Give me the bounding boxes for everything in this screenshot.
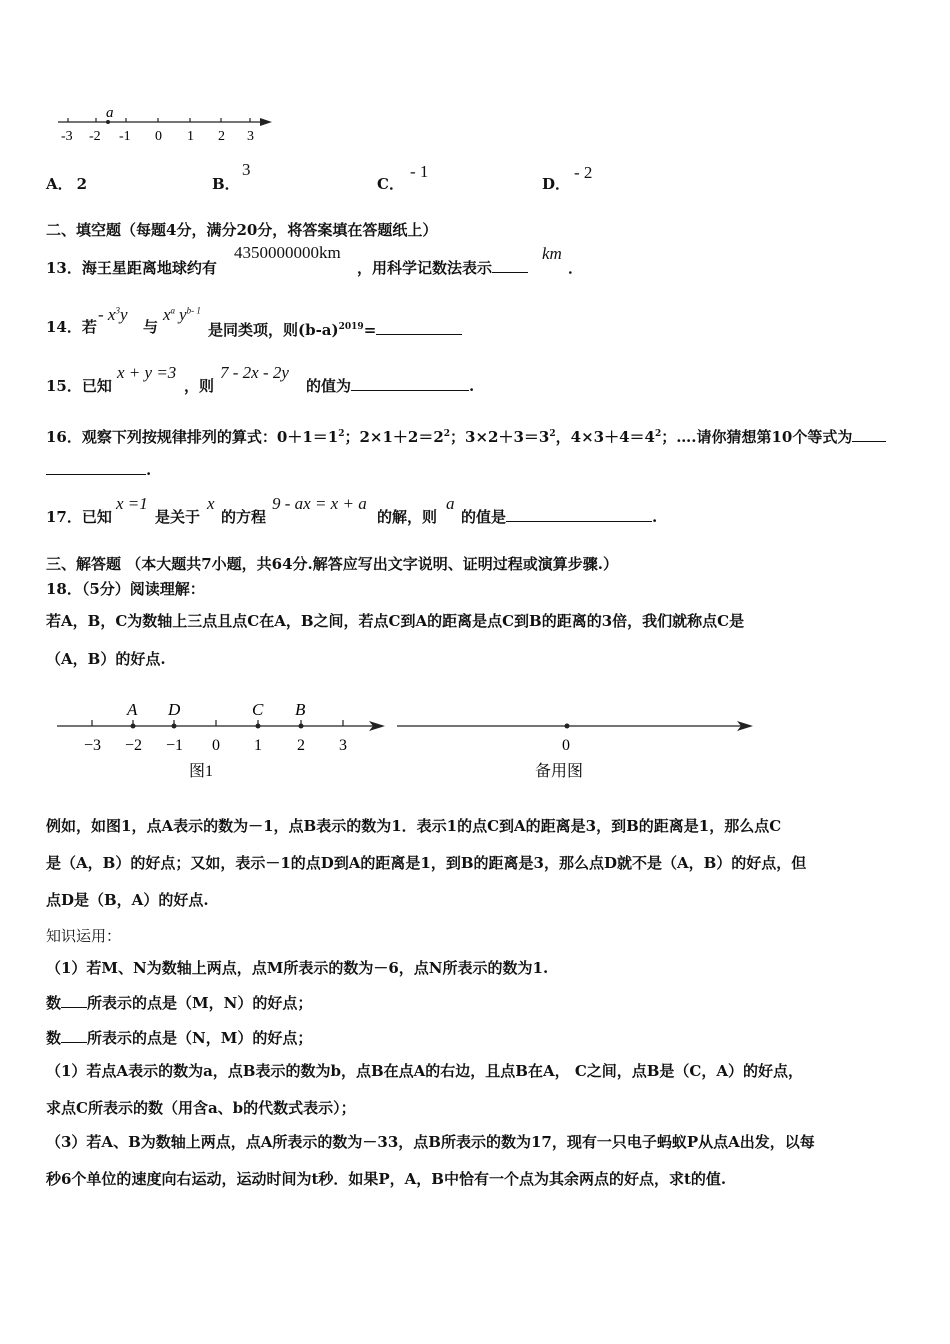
fig1-point-d: [172, 724, 177, 729]
q15-condition: x + y =3: [117, 363, 177, 382]
q15-answer-blank[interactable]: [351, 376, 469, 391]
top-tick-label: 2: [218, 129, 225, 144]
fig1-point-label-c: C: [252, 700, 264, 719]
q18-part3-line2: 秒6个单位的速度向右运动，运动时间为t秒．如果P，A，B中恰有一个点为其余两点的好点，求t的值.: [46, 1170, 727, 1188]
backup-tick-0: 0: [562, 737, 570, 754]
top-tick-label: 1: [187, 129, 194, 144]
q17-equation: 9 - ax = x + a: [272, 494, 367, 513]
q18-part2-line1: （1）若点A表示的数为a，点B表示的数为b，点B在点A的右边，且点B在A， C之间，点B是（C，A）的好点，: [46, 1062, 804, 1080]
fig1-tick-label: −3: [84, 737, 102, 754]
q18-para1-line1: 若A，B，C为数轴上三点且点C在A，B之间，若点C到A的距离是点C到B的距离的3倍，我们就称点C是: [46, 612, 745, 630]
q14-answer-blank[interactable]: [376, 320, 462, 335]
section3-heading: 三、解答题 （本大题共7小题，共64分.解答应写出文字说明、证明过程或演算步骤.）: [46, 555, 618, 573]
fig1-point-a: [131, 724, 136, 729]
fig1-tick-label: 1: [254, 737, 262, 754]
option-c-value: - 1: [410, 162, 429, 181]
q16-answer-blank-1[interactable]: [852, 427, 886, 442]
q17-condition: x =1: [116, 494, 148, 513]
top-number-line: [50, 100, 280, 148]
top-tick-label: -2: [89, 129, 101, 144]
section2-heading: 二、填空题（每题4分，满分20分，将答案填在答题纸上）: [46, 221, 438, 239]
q18-example-line3: 点D是（B，A）的好点.: [46, 891, 209, 909]
q16-answer-blank-2[interactable]: [46, 460, 146, 475]
q13-middle: ，用科学记数法表示: [357, 258, 528, 278]
q18-part1: （1）若M、N为数轴上两点，点M所表示的数为－6，点N所表示的数为1.: [46, 959, 549, 977]
q15-expression: 7 - 2x - 2y: [220, 363, 289, 382]
option-a[interactable]: A． 2: [46, 175, 88, 193]
q18-para1-line2: （A，B）的好点.: [46, 650, 166, 668]
option-b-value: 3: [242, 160, 251, 179]
fig1-tick-label: −1: [166, 737, 184, 754]
option-d[interactable]: D．: [542, 175, 571, 193]
q18-part3-line1: （3）若A、B为数轴上两点，点A所表示的数为－33，点B所表示的数为17，现有一只电子蚂蚁P从点A出发，以每: [46, 1133, 815, 1151]
fig1-point-c: [256, 724, 261, 729]
q14-expr1: - $x^3y$: [98, 305, 128, 324]
fig1-point-label-a: A: [127, 700, 138, 719]
fig1-tick-label: 3: [339, 737, 347, 754]
q17-mid1: 是关于: [155, 508, 201, 526]
backup-number-line: [395, 696, 760, 786]
q14-with: 与: [143, 318, 159, 336]
fig1-point-b: [299, 724, 304, 729]
top-tick-label: 3: [247, 129, 254, 144]
q14-suffix: 是同类项，则$(b-a)^{2019}=$: [208, 317, 462, 340]
q15-prefix: 15．已知: [46, 377, 112, 395]
q18-part1a-blank[interactable]: [61, 993, 87, 1008]
backup-origin-point: [565, 724, 570, 729]
q18-part1b: 数 所表示的点是（N，M）的好点；: [46, 1029, 313, 1047]
top-tick-label: 0: [155, 129, 162, 144]
q18-example-line1: 例如，如图1，点A表示的数为－1，点B表示的数为1．表示1的点C到A的距离是3，到B的距离是1，那么点C: [46, 817, 782, 835]
q13-answer-blank[interactable]: [492, 258, 528, 273]
q17-mid2: 的方程: [221, 508, 267, 526]
option-c[interactable]: C．: [377, 175, 404, 193]
q18-example-line2: 是（A，B）的好点；又如，表示－1的点D到A的距离是1，到B的距离是3，那么点D就不是（A，B）的好点，但: [46, 854, 807, 872]
option-d-value: - 2: [574, 163, 593, 182]
q17-mid3: 的解，则: [377, 508, 438, 526]
q18-part1b-blank[interactable]: [61, 1028, 87, 1043]
q17-answer-blank[interactable]: [506, 507, 652, 522]
q14-expr2: $x^a$ $y^{b- 1}$: [163, 305, 201, 324]
q16-line2: .: [46, 460, 151, 480]
q16-line1: 16．观察下列按规律排列的算式：$0+1=1^2$；$2\times 1+2=2^2$；$3\times 2+3=3^2$，$4\times 3+4=4^2$；….请你猜想第10个等式为: [46, 424, 886, 447]
q17-suffix: 的值是 .: [461, 508, 658, 526]
q18-part1a: 数 所表示的点是（M，N）的好点；: [46, 994, 313, 1012]
q13-distance: 4350000000km: [234, 243, 341, 262]
q18-part2-line2: 求点C所表示的数（用含a、b的代数式表示）；: [46, 1099, 356, 1117]
q17-var-a: a: [446, 494, 455, 513]
fig1-tick-label: 0: [212, 737, 220, 754]
fig1-point-label-b: B: [295, 700, 306, 719]
q17-var-x: x: [207, 494, 215, 513]
point-a-label: a: [106, 105, 114, 121]
figure-1-caption: 图1: [189, 763, 214, 780]
backup-figure-caption: 备用图: [535, 763, 584, 780]
q17-prefix: 17．已知: [46, 508, 112, 526]
q14-prefix: 14．若: [46, 318, 97, 336]
q13-unit: km: [542, 244, 562, 263]
q18-title: 18．（5分）阅读理解：: [46, 580, 205, 598]
top-tick-label: -3: [61, 129, 73, 144]
q18-knowledge-heading: 知识运用：: [46, 927, 122, 945]
top-tick-label: -1: [119, 129, 131, 144]
figure-1-number-line: [55, 696, 390, 786]
option-b[interactable]: B．: [212, 175, 240, 193]
fig1-point-label-d: D: [168, 700, 181, 719]
q13-prefix: 13．海王星距离地球约有: [46, 259, 217, 277]
fig1-tick-label: −2: [125, 737, 143, 754]
fig1-tick-label: 2: [297, 737, 305, 754]
q13-end: ．: [568, 259, 584, 277]
q15-then: ，则: [184, 377, 215, 395]
q15-suffix: 的值为 .: [306, 377, 475, 395]
